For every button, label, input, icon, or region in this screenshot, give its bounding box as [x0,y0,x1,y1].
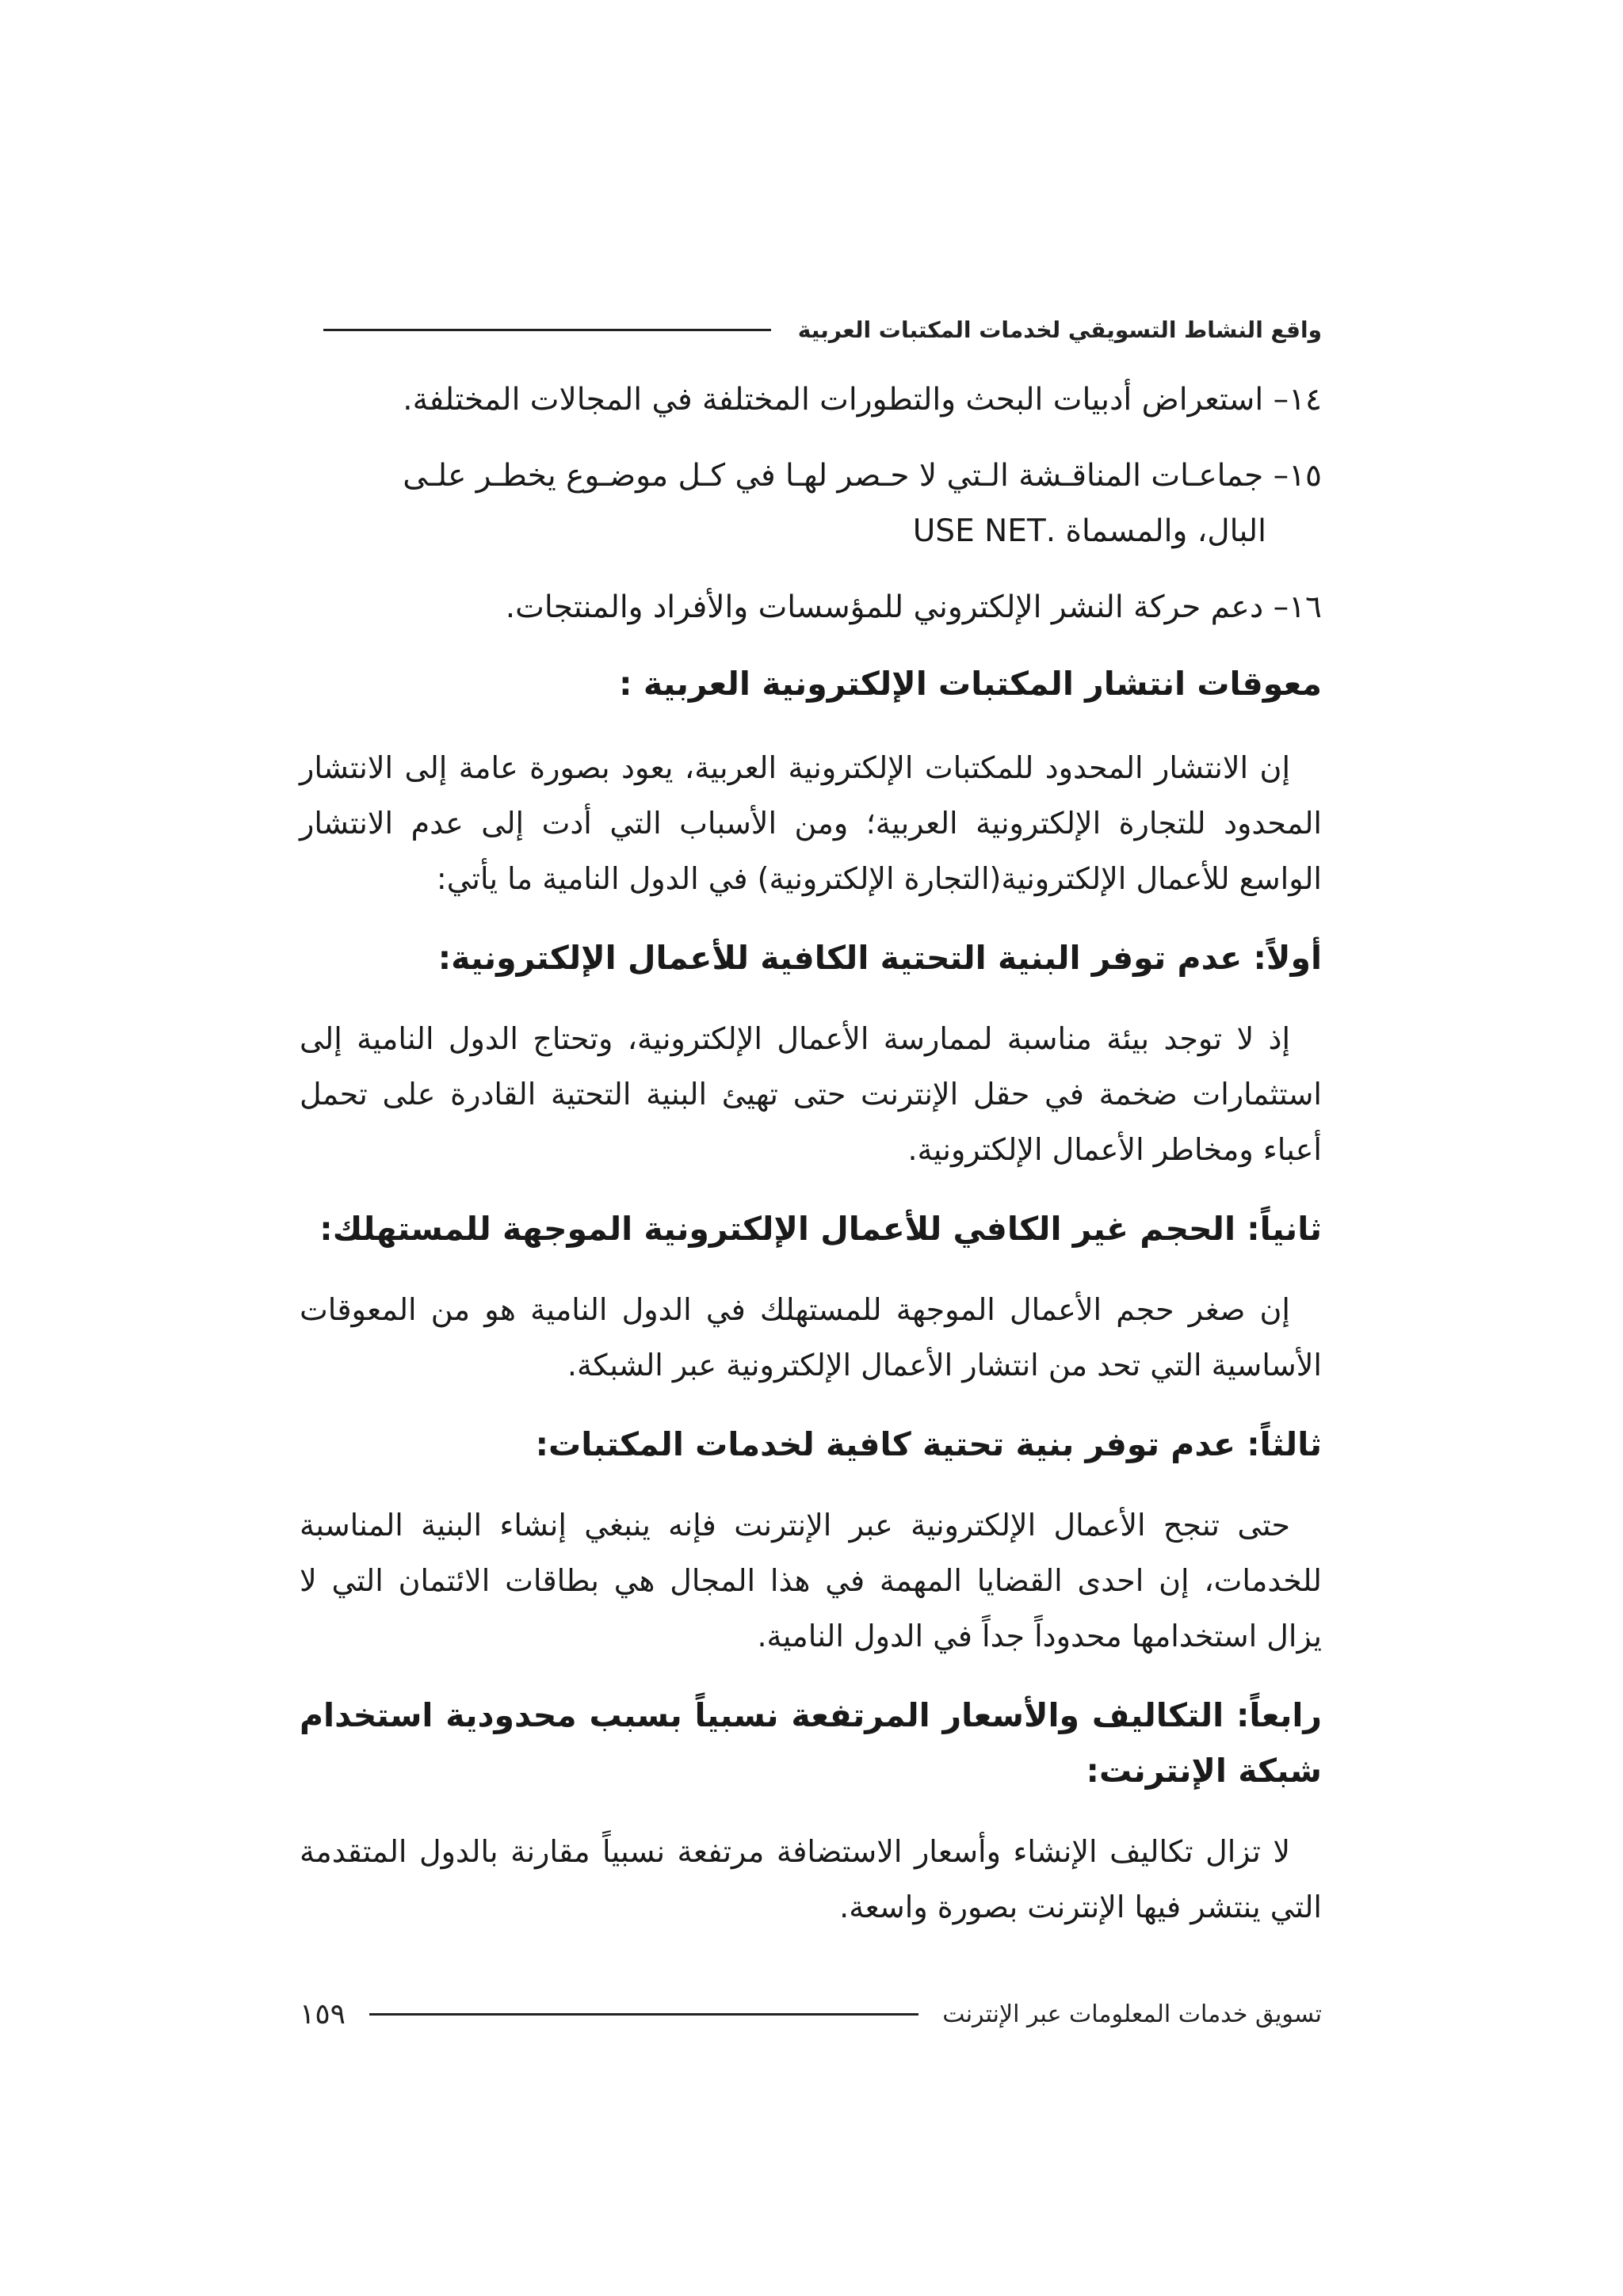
subsection-paragraph: إن صغر حجم الأعمال الموجهة للمستهلك في الدول النامية هو من المعوقات الأساسية التي تحد من انتشار الأعمال الإلكترونية عبر الشبكة. [300,1292,1322,1383]
list-item-text: ١٤– استعراض أدبيات البحث والتطورات المختلفة في المجالات المختلفة. [403,382,1322,418]
list-item-continuation: البال، والمسماة .USE NET [912,513,1266,549]
subsection-title: ثالثاً: عدم توفر بنية تحتية كافية لخدمات المكتبات: [535,1425,1322,1463]
list-item-text: ١٥– جماعـات المناقـشة الـتي لا حـصر لهـا في كـل موضـوع يخطـر علـى [403,458,1322,494]
section-title: معوقات انتشار المكتبات الإلكترونية العربية : [619,665,1322,703]
running-header-title: واقع النشاط التسويقي لخدمات المكتبات العربية [797,316,1322,343]
subsection-title: ثانياً: الحجم غير الكافي للأعمال الإلكترونية الموجهة للمستهلك: [319,1210,1322,1248]
list-item [300,448,1322,559]
page-footer [300,1990,1322,2038]
section-intro-paragraph: إن الانتشار المحدود للمكتبات الإلكترونية العربية، يعود بصورة عامة إلى الانتشار المحدود للتجارة الإلكترونية العربية؛ ومن الأسباب التي أدت إلى عدم الانتشار الواسع للأعمال الإلكترونية(التجارة الإلكترونية) في الدول النامية ما يأتي: [300,750,1322,896]
footer-rule [369,2013,918,2016]
list-item [300,580,1322,635]
subsection-paragraph: لا تزال تكاليف الإنشاء وأسعار الاستضافة مرتفعة نسبياً مقارنة بالدول المتقدمة التي ينتشر فيها الإنترنت بصورة واسعة. [300,1834,1322,1924]
page-content [300,372,1322,1958]
header-rule [323,329,771,331]
running-header [323,306,1322,353]
subsection-paragraph: إذ لا توجد بيئة مناسبة لممارسة الأعمال الإلكترونية، وتحتاج الدول النامية إلى استثمارات ضخمة في حقل الإنترنت حتى تهيئ البنية التحتية القادرة على تحمل أعباء ومخاطر الأعمال الإلكترونية. [300,1021,1322,1167]
footer-book-title: تسويق خدمات المعلومات عبر الإنترنت [942,2000,1322,2028]
subsection-title: أولاً: عدم توفر البنية التحتية الكافية للأعمال الإلكترونية: [437,939,1322,977]
page-number: ١٥٩ [300,1997,346,2031]
subsection-paragraph: حتى تنجح الأعمال الإلكترونية عبر الإنترنت فإنه ينبغي إنشاء البنية المناسبة للخدمات، إن احدى القضايا المهمة في هذا المجال هي بطاقات الائتمان التي لا يزال استخدامها محدوداً جداً في الدول النامية. [300,1508,1322,1653]
subsection-title: رابعاً: التكاليف والأسعار المرتفعة نسبياً بسبب محدودية استخدام شبكة الإنترنت: [300,1696,1322,1790]
list-item [300,372,1322,428]
list-item-text: ١٦– دعم حركة النشر الإلكتروني للمؤسسات والأفراد والمنتجات. [505,589,1322,625]
